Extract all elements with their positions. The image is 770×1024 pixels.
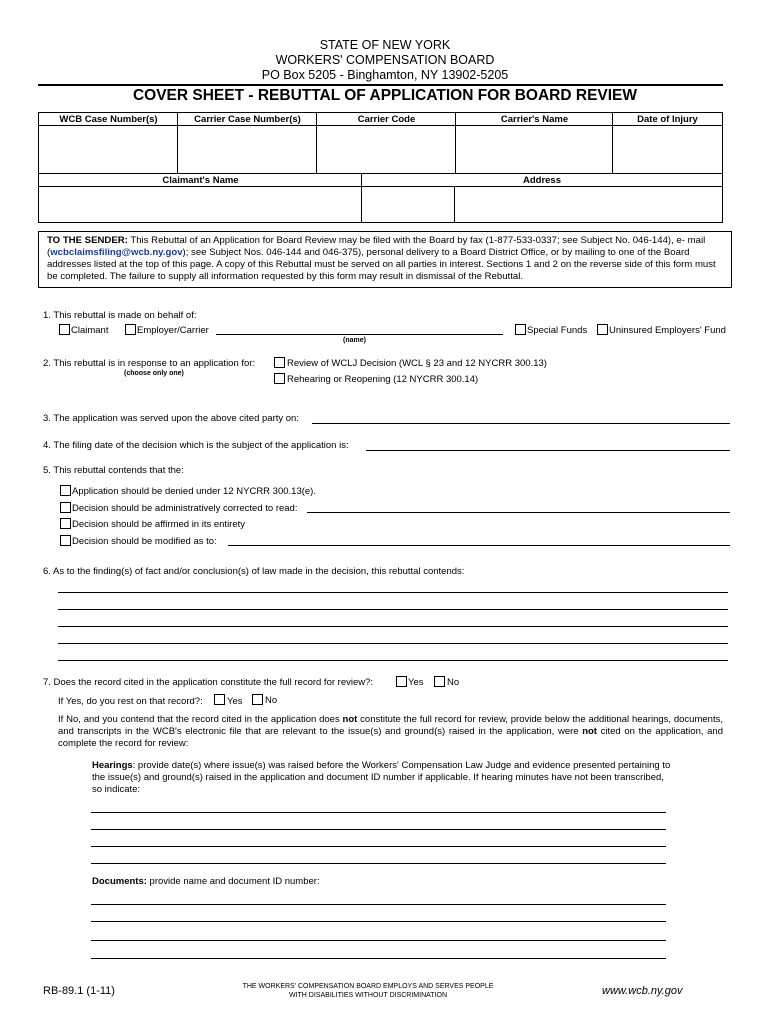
website-link[interactable]: www.wcb.ny.gov bbox=[602, 985, 683, 997]
name-caption: (name) bbox=[343, 337, 366, 344]
address-field-2[interactable] bbox=[455, 187, 722, 222]
contention-line[interactable] bbox=[58, 643, 728, 644]
special-funds-checkbox[interactable] bbox=[515, 324, 526, 335]
q6-text: 6. As to the finding(s) of fact and/or conclusion(s) of law made in the decision, this rebuttal contends: bbox=[43, 566, 465, 577]
hearings-label: Hearings bbox=[92, 760, 133, 771]
uninsured-fund-label: Uninsured Employers' Fund bbox=[609, 325, 726, 336]
rest-on-record-text: If Yes, do you rest on that record?: bbox=[58, 696, 203, 707]
email-link[interactable]: wcbclaimsfiling@wcb.ny.gov bbox=[50, 247, 183, 258]
q2-text: 2. This rebuttal is in response to an application for: bbox=[43, 358, 256, 369]
q4-text: 4. The filing date of the decision which is the subject of the application is: bbox=[43, 440, 349, 451]
served-date-line[interactable] bbox=[312, 423, 730, 424]
col-carrier-name: Carrier's Name bbox=[500, 114, 569, 125]
choose-one-caption: (choose only one) bbox=[124, 370, 184, 377]
employer-carrier-label: Employer/Carrier bbox=[137, 325, 209, 336]
q7-text: 7. Does the record cited in the application constitute the full record for review?: bbox=[43, 677, 374, 688]
full-record-no-checkbox[interactable] bbox=[434, 676, 445, 687]
date-of-injury-field[interactable] bbox=[613, 126, 722, 173]
full-record-yes-checkbox[interactable] bbox=[396, 676, 407, 687]
documents-line[interactable] bbox=[91, 904, 666, 905]
col-carrier-case-number: Carrier Case Number(s) bbox=[194, 114, 301, 125]
footer-statement: THE WORKERS' COMPENSATION BOARD EMPLOYS AND SERVES PEOPLE WITH DISABILITIES WITHOUT DISCRIMINATION bbox=[242, 983, 494, 999]
wcb-case-number-field[interactable] bbox=[39, 126, 178, 173]
sender-label: TO THE SENDER: bbox=[47, 235, 128, 246]
documents-line[interactable] bbox=[91, 921, 666, 922]
sender-text-1: This Rebuttal of an Application for Board Review may be filed with the Board by fax (1-877-533-0337; see Subject No. 046-144), e- mail ( bbox=[47, 235, 706, 258]
rest-yes-label: Yes bbox=[227, 696, 243, 707]
corrected-checkbox[interactable] bbox=[60, 502, 71, 513]
col-address: Address bbox=[522, 175, 561, 186]
carrier-case-number-field[interactable] bbox=[178, 126, 317, 173]
denied-label: Application should be denied under 12 NYCRR 300.13(e). bbox=[72, 486, 316, 497]
documents-instructions: Documents: provide name and document ID number: bbox=[92, 876, 320, 887]
hearings-line[interactable] bbox=[91, 812, 666, 813]
header-rule bbox=[38, 84, 723, 86]
denied-checkbox[interactable] bbox=[60, 485, 71, 496]
address-field-1[interactable] bbox=[362, 187, 455, 222]
affirmed-label: Decision should be affirmed in its entirety bbox=[72, 519, 246, 530]
header-state: STATE OF NEW YORK bbox=[319, 38, 451, 52]
documents-line[interactable] bbox=[91, 940, 666, 941]
review-wclj-label: Review of WCLJ Decision (WCL § 23 and 12 NYCRR 300.13) bbox=[287, 358, 547, 369]
modified-line[interactable] bbox=[228, 545, 730, 546]
employer-carrier-checkbox[interactable] bbox=[125, 324, 136, 335]
employer-name-line[interactable] bbox=[216, 334, 503, 335]
uninsured-fund-checkbox[interactable] bbox=[597, 324, 608, 335]
sender-instructions bbox=[38, 231, 732, 288]
special-funds-label: Special Funds bbox=[527, 325, 588, 336]
rehearing-checkbox[interactable] bbox=[274, 373, 285, 384]
page-title: COVER SHEET - REBUTTAL OF APPLICATION FOR BOARD REVIEW bbox=[132, 87, 638, 104]
form-id: RB-89.1 (1-11) bbox=[43, 985, 115, 997]
corrected-line[interactable] bbox=[307, 512, 730, 513]
claimant-label: Claimant bbox=[71, 325, 109, 336]
rest-no-checkbox[interactable] bbox=[252, 694, 263, 705]
contention-line[interactable] bbox=[58, 626, 728, 627]
col-wcb-case-number: WCB Case Number(s) bbox=[59, 114, 158, 125]
q7-instructions: If No, and you contend that the record cited in the application does not constitute the full record for review, provide below the additional hearings, documents, and transcripts in the WCB's electronic file that are relevant to the issue(s) and ground(s) raised in the application, were not cited on the application, and complete the record for review: bbox=[58, 714, 723, 749]
corrected-label: Decision should be administratively corrected to read: bbox=[72, 503, 298, 514]
rehearing-label: Rehearing or Reopening (12 NYCRR 300.14) bbox=[287, 374, 479, 385]
col-claimant-name: Claimant's Name bbox=[162, 175, 239, 186]
q3-text: 3. The application was served upon the above cited party on: bbox=[43, 413, 299, 424]
review-wclj-checkbox[interactable] bbox=[274, 357, 285, 368]
q5-text: 5. This rebuttal contends that the: bbox=[43, 465, 184, 476]
documents-line[interactable] bbox=[91, 958, 666, 959]
documents-label: Documents: bbox=[92, 876, 147, 887]
col-date-of-injury: Date of Injury bbox=[637, 114, 698, 125]
hearings-line[interactable] bbox=[91, 863, 666, 864]
filing-date-line[interactable] bbox=[366, 450, 730, 451]
header-address: PO Box 5205 - Binghamton, NY 13902-5205 bbox=[261, 68, 509, 82]
claimant-checkbox[interactable] bbox=[59, 324, 70, 335]
contention-line[interactable] bbox=[58, 592, 728, 593]
col-carrier-code: Carrier Code bbox=[357, 114, 416, 125]
full-record-no-label: No bbox=[447, 677, 460, 688]
modified-label: Decision should be modified as to: bbox=[72, 536, 217, 547]
case-info-table bbox=[38, 112, 723, 174]
affirmed-checkbox[interactable] bbox=[60, 518, 71, 529]
carrier-name-field[interactable] bbox=[456, 126, 613, 173]
contention-line[interactable] bbox=[58, 609, 728, 610]
full-record-yes-label: Yes bbox=[408, 677, 424, 688]
hearings-line[interactable] bbox=[91, 846, 666, 847]
hearings-instructions: Hearings: provide date(s) where issue(s) was raised before the Workers' Compensation Law Judge and evidence presented pertaining to the issue(s) and ground(s) raised in the application and document ID number if applicable. If hearing minutes have not been transcribed, so indicate: bbox=[92, 760, 671, 795]
claimant-table bbox=[38, 174, 723, 223]
claimant-name-field[interactable] bbox=[39, 187, 362, 222]
hearings-line[interactable] bbox=[91, 829, 666, 830]
modified-checkbox[interactable] bbox=[60, 535, 71, 546]
header-board: WORKERS' COMPENSATION BOARD bbox=[275, 53, 495, 67]
contention-line[interactable] bbox=[58, 660, 728, 661]
carrier-code-field[interactable] bbox=[317, 126, 456, 173]
sender-text-2: ); see Subject Nos. 046-144 and 046-375), personal delivery to a Board District Office, or by mailing to one of the Board addresses listed at the top of this page. A copy of this Rebuttal must be served on all parties in interest. Sections 1 and 2 on the reverse side of this form must be completed. The failure to supply all information requested by this form may result in dismissal of the Rebuttal. bbox=[47, 247, 716, 282]
rest-yes-checkbox[interactable] bbox=[214, 694, 225, 705]
rest-no-label: No bbox=[265, 695, 278, 706]
q1-text: 1. This rebuttal is made on behalf of: bbox=[43, 310, 197, 321]
